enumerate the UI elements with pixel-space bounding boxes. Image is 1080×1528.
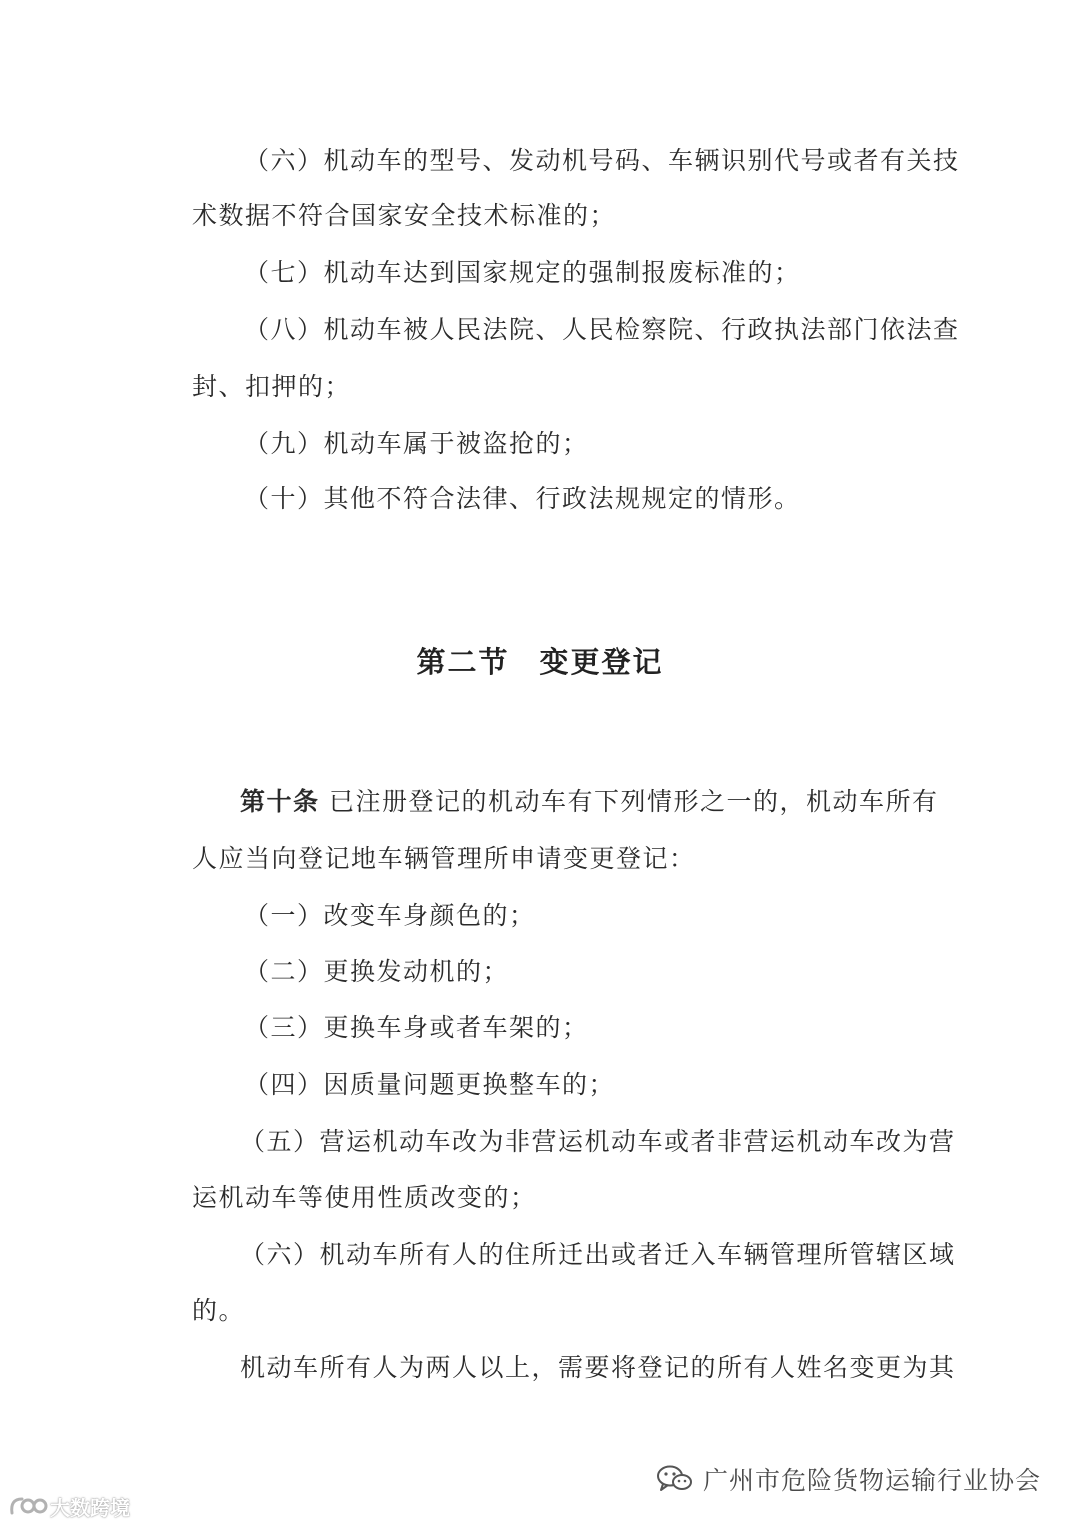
list-item: （六）机动车的型号、发动机号码、车辆识别代号或者有关技 [244,146,960,175]
list-item-continuation: 封、扣押的； [192,372,352,401]
list-item: （五）营运机动车改为非营运机动车或者非营运机动车改为营 [240,1127,956,1156]
list-item: （九）机动车属于被盗抢的； [244,429,589,458]
list-item: （二）更换发动机的； [244,957,510,986]
platform-watermark [8,1490,130,1522]
section-heading [0,645,1080,679]
list-item: （六）机动车所有人的住所迁出或者迁入车辆管理所管辖区域 [240,1240,956,1269]
list-item: （八）机动车被人民法院、人民检察院、行政执法部门依法查 [244,315,960,344]
list-item: （十）其他不符合法律、行政法规规定的情形。 [244,484,801,513]
article-line: 人应当向登记地车辆管理所申请变更登记： [192,844,696,873]
list-item: （一）改变车身颜色的； [244,901,536,930]
publisher-name: 广州市危险货物运输行业协会 [703,1466,1042,1495]
logo-icon [8,1493,48,1519]
list-item-continuation: 运机动车等使用性质改变的； [192,1183,537,1212]
list-item: （三）更换车身或者车架的； [244,1013,589,1042]
list-item: （七）机动车达到国家规定的强制报废标准的； [244,258,801,287]
section-title: 变更登记 [539,645,664,679]
list-item-continuation: 的。 [192,1296,246,1325]
list-item: （四）因质量问题更换整车的； [244,1070,616,1099]
article-number: 第十条 [240,787,320,816]
paragraph-line: 机动车所有人为两人以上，需要将登记的所有人姓名变更为其 [240,1353,956,1382]
list-item-continuation: 术数据不符合国家安全技术标准的； [192,201,617,230]
platform-name: 大数跨境 [50,1495,130,1520]
publisher-watermark [655,1462,1041,1496]
article-text: 已注册登记的机动车有下列情形之一的，机动车所有 [328,787,939,816]
section-number: 第二节 [416,645,510,679]
wechat-icon [655,1464,695,1494]
article-first-line [240,787,938,817]
